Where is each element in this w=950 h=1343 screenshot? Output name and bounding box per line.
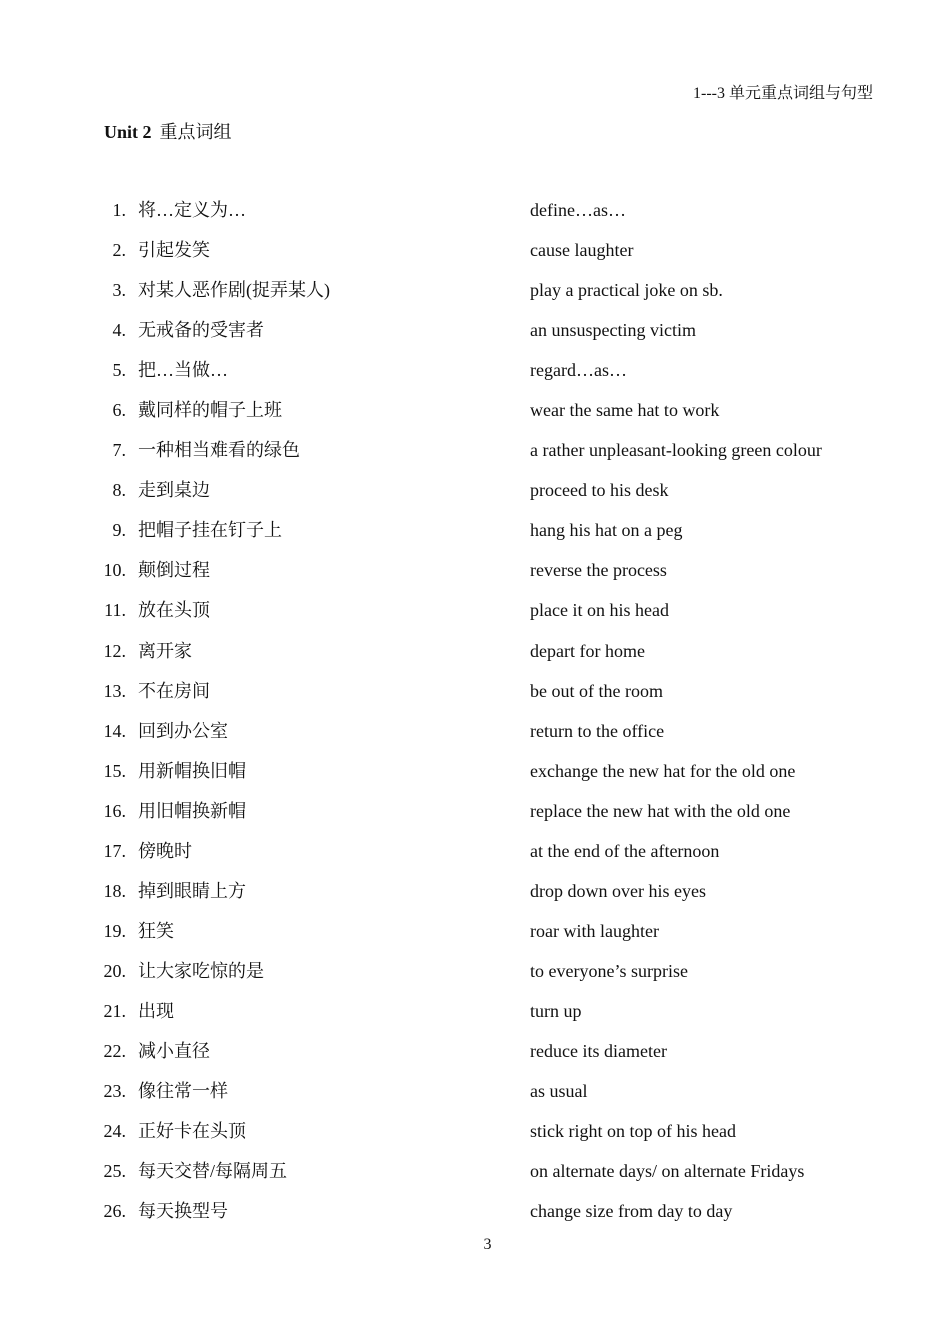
item-number: 7. bbox=[112, 440, 126, 461]
chinese-phrase: 对某人恶作剧(捉弄某人) bbox=[138, 280, 330, 301]
english-phrase: change size from day to day bbox=[530, 1201, 733, 1222]
chinese-phrase: 把…当做… bbox=[138, 360, 228, 381]
section-subtitle: 重点词组 bbox=[159, 122, 232, 142]
chinese-phrase: 引起发笑 bbox=[138, 240, 210, 261]
phrase-row bbox=[0, 236, 950, 276]
item-number: 8. bbox=[112, 480, 126, 501]
item-number: 9. bbox=[112, 520, 126, 541]
english-phrase: be out of the room bbox=[530, 680, 663, 701]
english-phrase: reduce its diameter bbox=[530, 1040, 667, 1061]
phrase-row bbox=[0, 516, 950, 556]
chinese-phrase: 每天换型号 bbox=[138, 1201, 228, 1222]
item-number: 1. bbox=[112, 200, 126, 220]
phrase-row bbox=[0, 957, 950, 997]
english-phrase: an unsuspecting victim bbox=[530, 320, 696, 341]
phrase-row bbox=[0, 316, 950, 356]
english-phrase: drop down over his eyes bbox=[530, 880, 706, 901]
phrase-row bbox=[0, 1117, 950, 1157]
english-phrase: exchange the new hat for the old one bbox=[530, 760, 796, 781]
unit-label: Unit 2 bbox=[104, 122, 152, 142]
english-phrase: at the end of the afternoon bbox=[530, 840, 720, 861]
item-number: 19. bbox=[103, 920, 126, 941]
phrase-row bbox=[0, 637, 950, 677]
phrase-row bbox=[0, 717, 950, 757]
phrase-row bbox=[0, 596, 950, 636]
english-phrase: define…as… bbox=[530, 200, 626, 220]
chinese-phrase: 戴同样的帽子上班 bbox=[138, 400, 282, 421]
item-number: 25. bbox=[103, 1161, 126, 1182]
chinese-phrase: 傍晚时 bbox=[138, 840, 192, 861]
chinese-phrase: 用新帽换旧帽 bbox=[138, 760, 246, 781]
phrase-row bbox=[0, 1077, 950, 1117]
chinese-phrase: 用旧帽换新帽 bbox=[138, 800, 246, 821]
phrase-row bbox=[0, 356, 950, 396]
phrase-row bbox=[0, 837, 950, 877]
phrase-row bbox=[0, 196, 950, 236]
chinese-phrase: 放在头顶 bbox=[138, 600, 210, 621]
english-phrase: as usual bbox=[530, 1081, 588, 1102]
phrase-row bbox=[0, 1197, 950, 1237]
phrase-row bbox=[0, 1037, 950, 1077]
chinese-phrase: 离开家 bbox=[138, 640, 192, 661]
phrase-row bbox=[0, 757, 950, 797]
english-phrase: stick right on top of his head bbox=[530, 1121, 736, 1142]
chinese-phrase: 不在房间 bbox=[138, 680, 210, 701]
item-number: 17. bbox=[103, 840, 126, 861]
chinese-phrase: 掉到眼睛上方 bbox=[138, 880, 246, 901]
item-number: 4. bbox=[112, 320, 126, 341]
phrase-row bbox=[0, 556, 950, 596]
chinese-phrase: 让大家吃惊的是 bbox=[138, 960, 264, 981]
phrase-row bbox=[0, 476, 950, 516]
chinese-phrase: 颠倒过程 bbox=[138, 560, 210, 581]
item-number: 26. bbox=[103, 1201, 126, 1222]
chinese-phrase: 走到桌边 bbox=[138, 480, 210, 501]
english-phrase: on alternate days/ on alternate Fridays bbox=[530, 1161, 805, 1182]
item-number: 22. bbox=[103, 1040, 126, 1061]
english-phrase: roar with laughter bbox=[530, 920, 659, 941]
phrase-row bbox=[0, 997, 950, 1037]
english-phrase: replace the new hat with the old one bbox=[530, 800, 791, 821]
phrase-row bbox=[0, 797, 950, 837]
chinese-phrase: 无戒备的受害者 bbox=[138, 320, 264, 341]
running-header: 1---3 单元重点词组与句型 bbox=[693, 85, 873, 102]
english-phrase: regard…as… bbox=[530, 360, 627, 381]
chinese-phrase: 减小直径 bbox=[138, 1040, 210, 1061]
phrase-row bbox=[0, 276, 950, 316]
phrase-row bbox=[0, 436, 950, 476]
english-phrase: cause laughter bbox=[530, 240, 634, 261]
chinese-phrase: 回到办公室 bbox=[138, 720, 228, 741]
chinese-phrase: 出现 bbox=[138, 1000, 174, 1021]
item-number: 14. bbox=[103, 720, 126, 741]
chinese-phrase: 一种相当难看的绿色 bbox=[138, 440, 300, 461]
item-number: 6. bbox=[112, 400, 126, 421]
phrase-row bbox=[0, 1157, 950, 1197]
english-phrase: a rather unpleasant-looking green colour bbox=[530, 440, 822, 461]
page-number: 3 bbox=[483, 1236, 492, 1253]
english-phrase: depart for home bbox=[530, 640, 645, 661]
english-phrase: wear the same hat to work bbox=[530, 400, 720, 421]
chinese-phrase: 正好卡在头顶 bbox=[138, 1121, 246, 1142]
english-phrase: proceed to his desk bbox=[530, 480, 669, 501]
chinese-phrase: 每天交替/每隔周五 bbox=[138, 1161, 288, 1182]
item-number: 13. bbox=[103, 680, 126, 701]
english-phrase: return to the office bbox=[530, 720, 665, 741]
phrase-row bbox=[0, 677, 950, 717]
item-number: 23. bbox=[103, 1081, 126, 1102]
chinese-phrase: 狂笑 bbox=[138, 920, 174, 941]
english-phrase: to everyone’s surprise bbox=[530, 960, 688, 981]
english-phrase: play a practical joke on sb. bbox=[530, 280, 723, 301]
phrase-row bbox=[0, 917, 950, 957]
item-number: 18. bbox=[103, 880, 126, 901]
item-number: 2. bbox=[112, 240, 126, 261]
section-title bbox=[104, 118, 232, 144]
phrase-row bbox=[0, 877, 950, 917]
item-number: 10. bbox=[103, 560, 126, 581]
english-phrase: hang his hat on a peg bbox=[530, 520, 683, 541]
item-number: 3. bbox=[112, 280, 126, 301]
phrase-list bbox=[0, 196, 950, 1237]
item-number: 11. bbox=[104, 600, 126, 621]
english-phrase: place it on his head bbox=[530, 600, 669, 621]
item-number: 21. bbox=[103, 1000, 126, 1021]
item-number: 12. bbox=[103, 640, 126, 661]
item-number: 24. bbox=[103, 1121, 126, 1142]
item-number: 16. bbox=[103, 800, 126, 821]
chinese-phrase: 像往常一样 bbox=[138, 1081, 228, 1102]
phrase-row bbox=[0, 396, 950, 436]
item-number: 20. bbox=[103, 960, 126, 981]
english-phrase: turn up bbox=[530, 1000, 582, 1021]
item-number: 15. bbox=[103, 760, 126, 781]
item-number: 5. bbox=[112, 360, 126, 381]
chinese-phrase: 把帽子挂在钉子上 bbox=[138, 520, 282, 541]
chinese-phrase: 将…定义为… bbox=[138, 200, 246, 220]
english-phrase: reverse the process bbox=[530, 560, 667, 581]
